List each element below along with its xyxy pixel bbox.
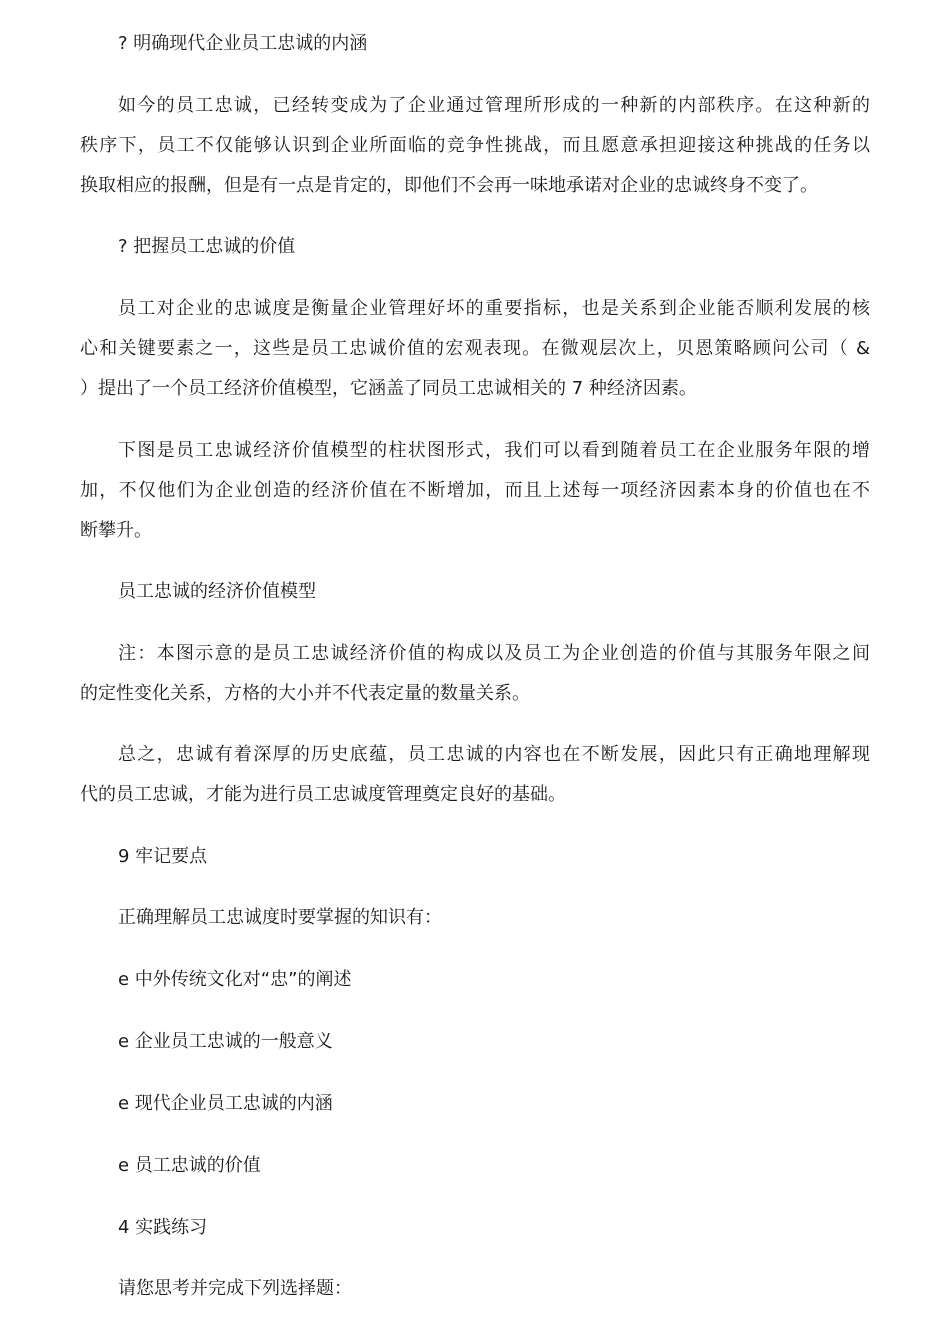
figure-caption: 员工忠诚的经济价值模型 [118, 581, 316, 602]
paragraph-line: 如今的员工忠诚，已经转变成为了企业通过管理所形成的一种新的内部秩序。在这种新的 [118, 95, 870, 116]
paragraph-line: 秩序下，员工不仅能够认识到企业所面临的竞争性挑战，而且愿意承担迎接这种挑战的任务以 [80, 135, 870, 156]
summary-line: 代的员工忠诚，才能为进行员工忠诚度管理奠定良好的基础。 [80, 784, 566, 805]
paragraph-line: 心和关键要素之一，这些是员工忠诚价值的宏观表现。在微观层次上，贝恩策略顾问公司（ & [80, 338, 870, 359]
note-line: 注：本图示意的是员工忠诚经济价值的构成以及员工为企业创造的价值与其服务年限之间 [118, 643, 870, 664]
key-points-intro: 正确理解员工忠诚度时要掌握的知识有： [118, 907, 442, 928]
paragraph-line: 下图是员工忠诚经济价值模型的柱状图形式，我们可以看到随着员工在企业服务年限的增 [118, 440, 870, 461]
key-point-item: e 员工忠诚的价值 [118, 1155, 261, 1176]
key-point-item: e 现代企业员工忠诚的内涵 [118, 1093, 333, 1114]
note-line: 的定性变化关系，方格的大小并不代表定量的数量关系。 [80, 683, 530, 704]
section-heading-value: ? 把握员工忠诚的价值 [118, 236, 296, 257]
key-points-heading: 9 牢记要点 [118, 846, 208, 867]
paragraph-line: 断攀升。 [80, 520, 152, 541]
paragraph-line: 加，不仅他们为企业创造的经济价值在不断增加，而且上述每一项经济因素本身的价值也在不 [80, 480, 870, 501]
key-point-item: e 中外传统文化对“忠”的阐述 [118, 969, 352, 990]
section-heading-connotation: ? 明确现代企业员工忠诚的内涵 [118, 33, 368, 54]
summary-line: 总之，忠诚有着深厚的历史底蕴，员工忠诚的内容也在不断发展，因此只有正确地理解现 [118, 744, 870, 765]
practice-intro: 请您思考并完成下列选择题： [118, 1278, 352, 1299]
paragraph-line: 换取相应的报酬，但是有一点是肯定的，即他们不会再一味地承诺对企业的忠诚终身不变了。 [80, 175, 818, 196]
paragraph-line: 员工对企业的忠诚度是衡量企业管理好坏的重要指标，也是关系到企业能否顺利发展的核 [118, 298, 870, 319]
paragraph-line: ）提出了一个员工经济价值模型，它涵盖了同员工忠诚相关的 7 种经济因素。 [80, 378, 697, 399]
practice-heading: 4 实践练习 [118, 1217, 208, 1238]
key-point-item: e 企业员工忠诚的一般意义 [118, 1031, 333, 1052]
